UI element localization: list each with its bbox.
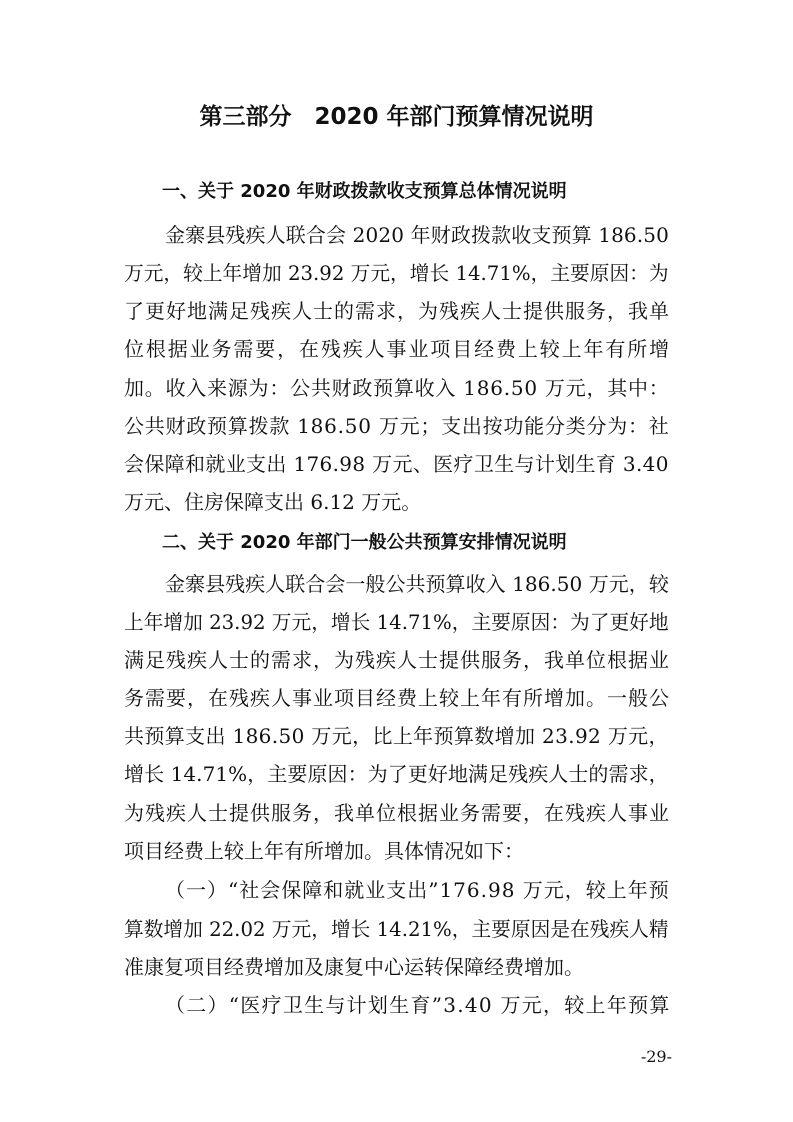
paragraph-line: 公共财政预算拨款 186.50 万元；支出按功能分类分为：社: [124, 414, 670, 438]
paragraph-line: 金寨县残疾人联合会 2020 年财政拨款收支预算 186.50: [165, 223, 669, 247]
paragraph-line: 满足残疾人士的需求，为残疾人士提供服务，我单位根据业: [124, 648, 670, 672]
page-number: -29-: [640, 1047, 672, 1066]
paragraph-line: 上年增加 23.92 万元，增长 14.71%，主要原因：为了更好地: [124, 610, 669, 634]
section-heading-2: 二、关于 2020 年部门一般公共预算安排情况说明: [162, 532, 567, 553]
page-title: 第三部分 2020 年部门预算情况说明: [199, 104, 594, 130]
paragraph-line: 万元、住房保障支出 6.12 万元。: [124, 490, 422, 514]
paragraph-line: 会保障和就业支出 176.98 万元、医疗卫生与计划生育 3.40: [124, 452, 669, 476]
section-heading-1: 一、关于 2020 年财政拨款收支预算总体情况说明: [162, 181, 567, 202]
paragraph-line: 务需要，在残疾人事业项目经费上较上年有所增加。一般公: [124, 686, 670, 710]
item-line: 算数增加 22.02 万元，增长 14.21%，主要原因是在残疾人精: [124, 917, 669, 941]
paragraph-line: 共预算支出 186.50 万元，比上年预算数增加 23.92 万元，: [124, 724, 669, 748]
paragraph-line: 项目经费上较上年有所增加。具体情况如下：: [124, 839, 524, 863]
item-line: （一）“社会保障和就业支出”176.98 万元，较上年预: [165, 878, 670, 902]
paragraph-line: 位根据业务需要，在残疾人事业项目经费上较上年有所增: [124, 337, 671, 361]
paragraph-line: 为残疾人士提供服务，我单位根据业务需要，在残疾人事业: [124, 801, 670, 825]
item-line: 准康复项目经费增加及康复中心运转保障经费增加。: [124, 955, 584, 979]
paragraph-line: 增长 14.71%，主要原因：为了更好地满足残疾人士的需求，: [124, 762, 669, 786]
paragraph-line: 金寨县残疾人联合会一般公共预算收入 186.50 万元，较: [165, 572, 669, 596]
paragraph-line: 加。收入来源为：公共财政预算收入 186.50 万元，其中：: [124, 376, 670, 400]
paragraph-line: 了更好地满足残疾人士的需求，为残疾人士提供服务，我单: [124, 299, 670, 323]
item-line: （二）“医疗卫生与计划生育”3.40 万元，较上年预算: [165, 993, 671, 1017]
paragraph-line: 万元，较上年增加 23.92 万元，增长 14.71%，主要原因：为: [124, 261, 669, 285]
